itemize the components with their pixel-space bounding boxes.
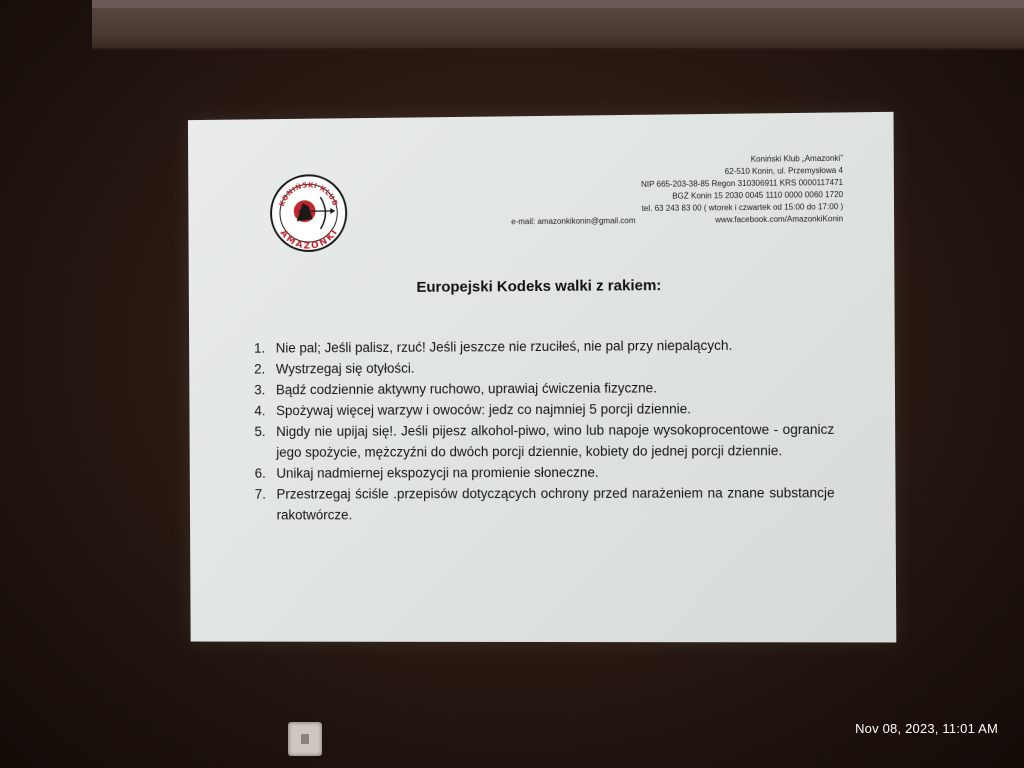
rule-number: 3.: [254, 382, 266, 398]
rule-item: [254, 376, 834, 400]
logo-text-bottom: AMAZONKI: [277, 227, 340, 252]
rule-text: Unikaj nadmiernej ekspozycji na promienie słoneczne.: [276, 464, 599, 481]
rule-text: Nie pal; Jeśli palisz, rzuć! Jeśli jeszcze nie rzuciłeś, nie pal przy niepalących.: [275, 337, 733, 356]
rule-text: Spożywaj więcej warzyw i owoców: jedz co najmniej 5 porcji dziennie.: [276, 401, 692, 419]
rule-text: Nigdy nie upijaj się!. Jeśli pijesz alkohol-piwo, wino lub napoje wysokoprocentowe - ogranicz jego spożycie, mężczyźni do dwóch porcji dziennie, kobiety do jednej porcji dziennie.: [276, 421, 835, 460]
photo-timestamp: Nov 08, 2023, 11:01 AM: [855, 721, 998, 736]
club-phone: tel. 63 243 83 00 ( wtorek i czwartek od 15:00 do 17:00 ): [641, 202, 844, 214]
rule-text: Wystrzegaj się otyłości.: [275, 360, 415, 377]
amazonki-logo: [269, 173, 348, 253]
club-name: Koniński Klub „Amazonki”: [750, 153, 843, 164]
club-address: 62-510 Konin, ul. Przemysłowa 4: [724, 165, 844, 177]
projected-slide: [188, 112, 896, 643]
rule-item: [255, 482, 835, 525]
rule-number: 1.: [254, 340, 266, 356]
ceiling-trim: [92, 0, 1024, 50]
rule-number: 6.: [254, 465, 266, 481]
slide-title: Europejski Kodeks walki z rakiem:: [416, 277, 662, 296]
rule-item: [254, 419, 834, 463]
rule-item: [254, 355, 834, 379]
club-registry: NIP 665-203-38-85 Regon 310306911 KRS 0000117471: [640, 177, 844, 189]
logo-text-top: KONIŃSKI KLUB: [277, 181, 340, 208]
club-contact-block: [481, 153, 843, 229]
rule-item: [255, 461, 835, 484]
club-email: e-mail: amazonkikonin@gmail.com: [511, 216, 636, 227]
rules-list: [254, 334, 835, 525]
rule-number: 4.: [254, 403, 266, 419]
club-online: [511, 213, 843, 228]
rule-text: Przestrzegaj ściśle .przepisów dotyczących ochrony przed narażeniem na znane substancje rakotwórcze.: [276, 485, 835, 523]
rule-number: 5.: [254, 424, 266, 440]
rule-number: 7.: [254, 486, 266, 502]
wall-socket: [288, 722, 322, 756]
rule-item: [254, 398, 834, 422]
club-website: www.facebook.com/AmazonkiKonin: [715, 214, 844, 225]
club-bank: BGŻ Konin 15 2030 0045 1110 0000 0060 1720: [672, 189, 844, 201]
rule-number: 2.: [254, 361, 266, 377]
rule-text: Bądź codziennie aktywny ruchowo, uprawiaj ćwiczenia fizyczne.: [275, 380, 658, 398]
